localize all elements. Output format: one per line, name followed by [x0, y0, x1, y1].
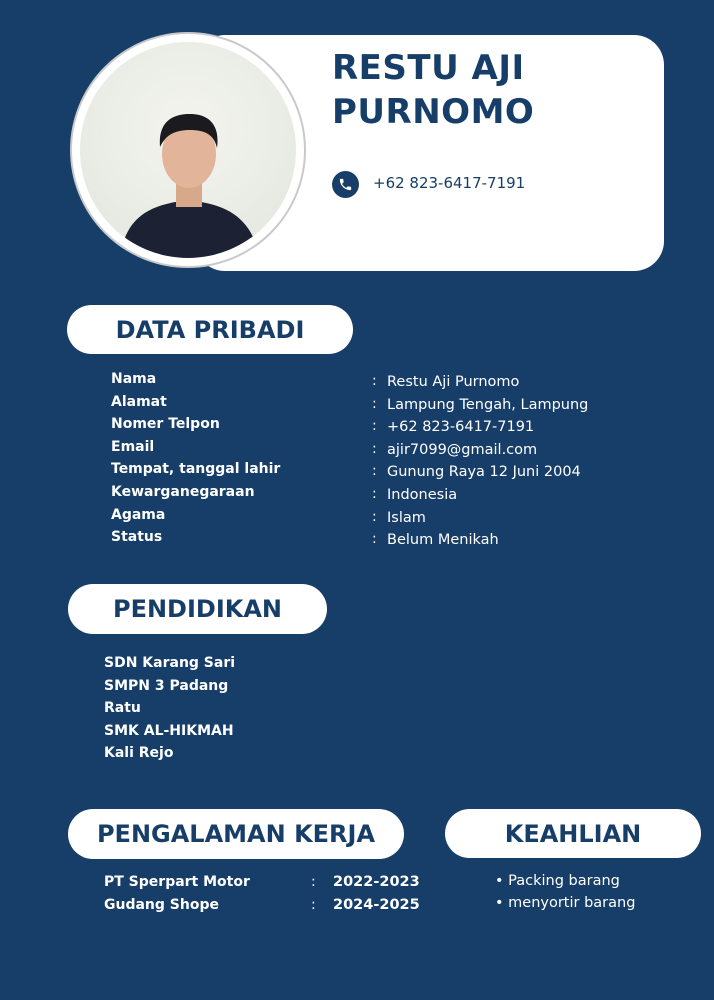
education-item: SMK AL-HIKMAH — [104, 722, 234, 739]
name-line-1: RESTU AJI — [332, 48, 525, 88]
separator-colon: : — [311, 874, 316, 890]
personal-value: +62 823-6417-7191 — [387, 419, 535, 436]
profile-photo — [80, 42, 296, 258]
experience-company: Gudang Shope — [104, 897, 219, 913]
personal-label: Status — [111, 529, 163, 546]
separator-colon: : — [372, 463, 377, 480]
personal-value: Indonesia — [387, 487, 458, 503]
personal-value: Islam — [387, 509, 426, 526]
separator-colon: : — [372, 395, 377, 412]
experience-years: 2022-2023 — [333, 874, 420, 890]
personal-label: Nama — [111, 371, 157, 387]
separator-colon: : — [372, 531, 377, 548]
header-phone: +62 823-6417-7191 — [373, 174, 526, 192]
section-title-education: PENDIDIKAN — [68, 584, 327, 634]
skill-item: • Packing barang — [495, 873, 620, 889]
skill-item: • menyortir barang — [495, 895, 636, 911]
full-name — [332, 46, 534, 134]
personal-label: Kewarganegaraan — [111, 484, 255, 500]
experience-company: PT Sperpart Motor — [104, 874, 250, 890]
experience-years: 2024-2025 — [333, 897, 420, 913]
section-title-experience: PENGALAMAN KERJA — [68, 809, 404, 859]
section-title-skills: KEAHLIAN — [445, 809, 701, 858]
separator-colon: : — [372, 486, 377, 502]
section-title-personal: DATA PRIBADI — [67, 305, 353, 354]
separator-colon: : — [311, 897, 316, 913]
name-line-2: PURNOMO — [332, 92, 535, 132]
personal-value: Gunung Raya 12 Juni 2004 — [387, 464, 581, 481]
education-item: Kali Rejo — [104, 745, 174, 761]
education-item: SDN Karang Sari — [104, 655, 236, 671]
personal-label: Agama — [111, 506, 166, 523]
personal-value: Belum Menikah — [387, 532, 499, 549]
separator-colon: : — [372, 373, 377, 389]
separator-colon: : — [372, 508, 377, 525]
profile-photo-frame — [70, 32, 306, 268]
separator-colon: : — [372, 418, 377, 435]
separator-colon: : — [372, 440, 377, 457]
phone-icon — [332, 171, 359, 198]
education-item: Ratu — [104, 700, 141, 716]
education-item: SMPN 3 Padang — [104, 677, 229, 694]
personal-value: ajir7099@gmail.com — [387, 441, 538, 458]
personal-label: Email — [111, 438, 155, 455]
personal-label: Tempat, tanggal lahir — [111, 461, 281, 478]
personal-label: Nomer Telpon — [111, 416, 220, 433]
personal-value: Lampung Tengah, Lampung — [387, 396, 589, 413]
personal-value: Restu Aji Purnomo — [387, 374, 520, 390]
personal-label: Alamat — [111, 393, 167, 410]
